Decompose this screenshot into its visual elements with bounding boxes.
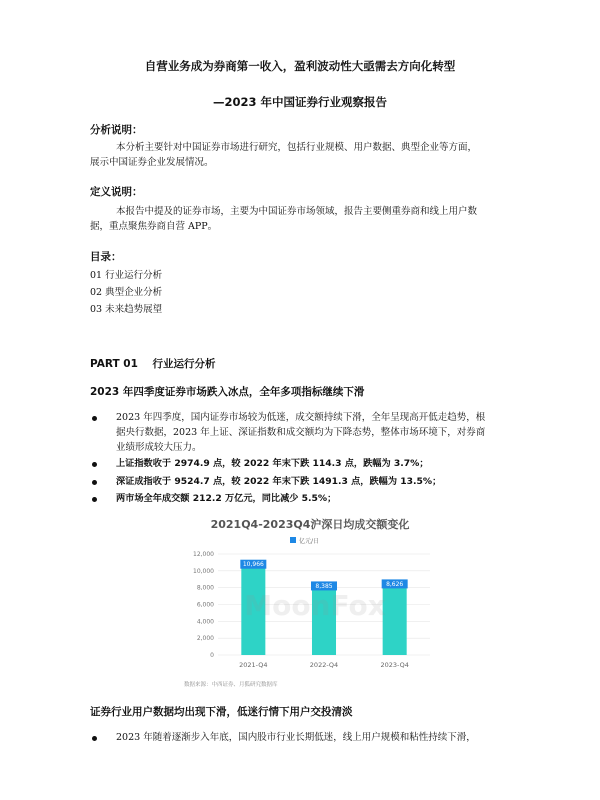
toc-item-2[interactable]: 02 典型企业分析 <box>90 287 163 298</box>
part1-label: PART 01 行业运行分析 <box>90 358 216 370</box>
x-axis-labels <box>239 661 409 669</box>
analysis-heading: 分析说明： <box>90 124 143 136</box>
definition-heading: 定义说明： <box>90 186 143 198</box>
bullet-dot <box>92 416 97 421</box>
section2-bullet1: 2023 年随着逐渐步入年底，国内股市行业长期低迷，线上用户规模和粘性持续下滑， <box>116 732 476 743</box>
y-tick-label: 0 <box>210 652 214 659</box>
definition-line-2: 据，重点聚焦券商自营 APP。 <box>90 221 218 232</box>
analysis-line-2: 展示中国证券企业发展情况。 <box>90 157 214 168</box>
y-tick-label: 4,000 <box>196 618 214 626</box>
toc-item-1[interactable]: 01 行业运行分析 <box>90 270 163 281</box>
value-labels <box>240 560 407 591</box>
y-tick-label: 12,000 <box>193 551 214 558</box>
report-title-line1: 自营业务成为券商第一收入，盈利波动性大亟需去方向化转型 <box>144 59 456 73</box>
y-tick-label: 6,000 <box>196 601 214 609</box>
x-tick-label: 2022-Q4 <box>309 661 339 669</box>
legend-label: 亿元/日 <box>299 538 320 545</box>
bullet-dot <box>92 462 97 467</box>
definition-line-1: 本报告中提及的证券市场，主要为中国证券市场领域，报告主要侧重券商和线上用户数 <box>116 206 478 217</box>
bar-2023-Q4 <box>383 582 407 655</box>
chart-container <box>180 510 440 690</box>
x-tick-label: 2023-Q4 <box>380 661 409 669</box>
bullet4-text: 两市场全年成交额 212.2 万亿元，同比减少 5.5%； <box>116 493 337 504</box>
x-tick-label: 2021-Q4 <box>239 661 268 669</box>
chart-title: 2021Q4-2023Q4沪深日均成交额变化 <box>210 518 410 531</box>
bullet1-line-2: 据央行数据，2023 年上证、深证指数和成交额均为下降态势，整体市场环境下，对券商 <box>116 427 486 438</box>
value-label: 8,385 <box>315 582 333 590</box>
value-label: 8,626 <box>386 580 404 588</box>
value-label: 10,966 <box>242 561 264 569</box>
y-tick-label: 2,000 <box>196 635 214 643</box>
watermark-logo: MoonFox <box>244 589 386 622</box>
bullet-dot <box>92 736 97 741</box>
y-tick-label: 8,000 <box>196 584 214 592</box>
bullet-dot <box>92 480 97 485</box>
analysis-line-1: 本分析主要针对中国证券市场进行研究，包括行业规模、用户数据、典型企业等方面， <box>116 142 478 153</box>
chart-source: 数据来源：中西证券、月狐研究数据库 <box>184 682 278 688</box>
bullet2-text: 上证指数收于 2974.9 点，较 2022 年末下跌 114.3 点，跌幅为 3.7%； <box>116 458 429 469</box>
bullet-dot <box>92 497 97 502</box>
section2-title: 证券行业用户数据均出现下滑，低迷行情下用户交投清淡 <box>90 706 353 718</box>
bullet3-text: 深证成指收于 9524.7 点，较 2022 年末下跌 1491.3 点，跌幅为 13.5%； <box>116 476 442 487</box>
legend-swatch <box>290 537 296 543</box>
y-tick-label: 10,000 <box>193 567 214 575</box>
bullet1-line-1: 2023 年四季度，国内证券市场较为低迷，成交额持续下滑，全年呈现高开低走趋势，根 <box>116 412 486 423</box>
bar-chart <box>180 510 440 690</box>
toc-item-3[interactable]: 03 未来趋势展望 <box>90 304 163 315</box>
bullet1-line-3: 业绩形成较大压力。 <box>116 442 202 453</box>
y-axis-labels <box>193 551 214 659</box>
report-title-line2: —2023 年中国证券行业观察报告 <box>212 95 387 109</box>
toc-heading: 目录： <box>90 251 122 263</box>
part1-section-title: 2023 年四季度证券市场跌入冰点，全年多项指标继续下滑 <box>90 386 365 398</box>
